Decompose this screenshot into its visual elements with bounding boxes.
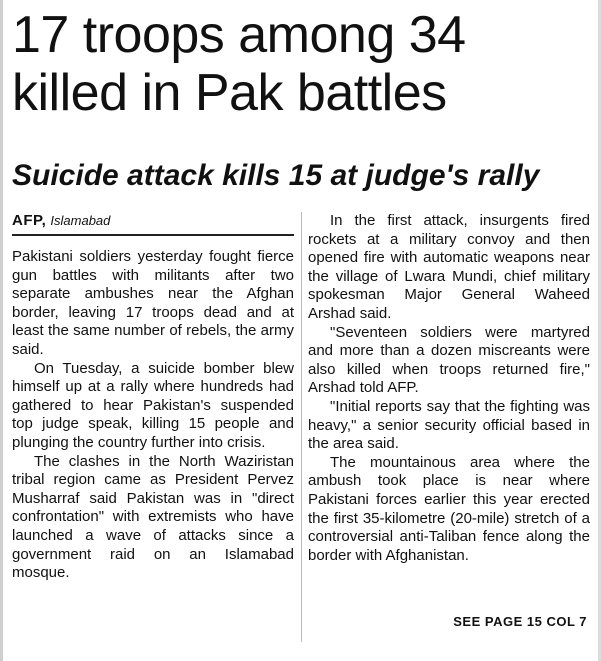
dateline bbox=[12, 212, 110, 230]
page-edge-shadow-left bbox=[0, 0, 3, 661]
paragraph: The clashes in the North Waziristan tribal region came as President Pervez Musharraf said Pakistan was in "direct confrontation" with extremists who have launched a wave of attacks since a government raid on an Islamabad mosque. bbox=[12, 452, 294, 582]
dateline-agency: AFP, bbox=[12, 212, 47, 229]
headline-line-2: killed in Pak battles bbox=[12, 64, 447, 122]
headline bbox=[12, 6, 592, 122]
paragraph: Pakistani soldiers yesterday fought fierce gun battles with militants after two separate ambushes near the Afghan border, leaving 17 troops dead and at least the same number of rebels, the army said. bbox=[12, 248, 294, 358]
article-column-1 bbox=[12, 248, 294, 583]
dateline-rule bbox=[12, 234, 294, 236]
paragraph: On Tuesday, a suicide bomber blew himself up at a rally where hundreds had gathered to hear Pakistan's suspended top judge speak, killing 15 people and plunging the country further into crisis. bbox=[12, 359, 294, 451]
paragraph: The mountainous area where the ambush took place is near where Pakistani forces earlier this year erected the first 35-kilometre (20-mile) stretch of a controversial anti-Taliban fence along the border with Afghanistan. bbox=[308, 453, 590, 564]
headline-line-1: 17 troops among 34 bbox=[12, 6, 466, 64]
paragraph: In the first attack, insurgents fired rockets at a military convoy and then opened fire with automatic weapons near the village of Lwara Mundi, chief military spokesman Major General Waheed Arshad said. bbox=[308, 212, 590, 322]
subheadline: Suicide attack kills 15 at judge's rally bbox=[12, 159, 540, 192]
dateline-place: Islamabad bbox=[50, 213, 111, 228]
continued-jump-line: SEE PAGE 15 COL 7 bbox=[453, 614, 587, 629]
paragraph: "Initial reports say that the fighting was heavy," a senior security official based in the area said. bbox=[308, 397, 590, 453]
paragraph: "Seventeen soldiers were martyred and more than a dozen miscreants were also killed when troops returned fire," Arshad told AFP. bbox=[308, 323, 590, 397]
column-divider bbox=[301, 212, 302, 642]
article-column-2 bbox=[308, 212, 590, 565]
